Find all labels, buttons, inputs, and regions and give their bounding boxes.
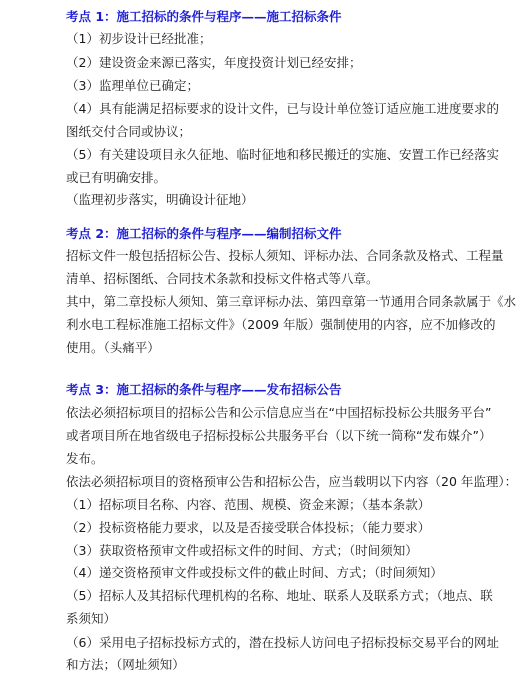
- section-1-line-4: （4）具有能满足招标要求的设计文件，已与设计单位签订适应施工进度要求的: [66, 101, 499, 116]
- section-3-line-7: （3）获取资格预审文件或招标文件的时间、方式；（时间须知）: [66, 543, 418, 558]
- section-3-line-11: （6）采用电子招标投标方式的，潜在投标人访问电子招标投标交易平台的网址: [66, 635, 499, 650]
- section-3-line-5: （1）招标项目名称、内容、范围、规模、资金来源；（基本条款）: [66, 497, 431, 512]
- section-3-line-2: 或者项目所在地省级电子招标投标公共服务平台（以下统一简称“发布媒介”）: [66, 428, 492, 443]
- section-2-line-1: 招标文件一般包括招标公告、投标人须知、评标办法、合同条款及格式、工程量: [66, 248, 504, 263]
- section-1-line-3: （3）监理单位已确定；: [66, 78, 199, 93]
- section-1-line-7: 或已有明确安排。: [66, 170, 167, 185]
- section-3-line-10: 系须知）: [66, 611, 117, 626]
- section-3-line-8: （4）递交资格预审文件或投标文件的截止时间、方式；（时间须知）: [66, 565, 443, 580]
- section-2-line-4: 利水电工程标准施工招标文件》（2009 年版）强制使用的内容，应不加修改的: [66, 317, 496, 332]
- section-1-line-6: （5）有关建设项目永久征地、临时征地和移民搬迁的实施、安置工作已经落实: [66, 147, 499, 162]
- section-2-line-3: 其中，第二章投标人须知、第三章评标办法、第四章第一节通用合同条款属于《水: [66, 294, 517, 309]
- section-1-line-8: （监理初步落实，明确设计征地）: [66, 192, 254, 207]
- section-1-line-2: （2）建设资金来源已落实，年度投资计划已经安排；: [66, 55, 362, 70]
- section-3-line-12: 和方法；（网址须知）: [66, 657, 185, 672]
- section-3-line-4: 依法必须招标项目的资格预审公告和招标公告，应当载明以下内容（20 年监理）：: [66, 474, 518, 489]
- section-3-line-1: 依法必须招标项目的招标公告和公示信息应当在“中国招标投标公共服务平台”: [66, 405, 492, 420]
- section-2-heading: 考点 2：施工招标的条件与程序——编制招标文件: [66, 226, 342, 241]
- section-3-line-6: （2）投标资格能力要求，以及是否接受联合体投标；（能力要求）: [66, 520, 431, 535]
- section-3-heading: 考点 3：施工招标的条件与程序——发布招标公告: [66, 382, 342, 397]
- section-2-line-2: 清单、招标图纸、合同技术条款和投标文件格式等八章。: [66, 271, 379, 286]
- section-2-line-5: 使用。（头痛平）: [66, 340, 160, 355]
- section-3-line-3: 发布。: [66, 451, 104, 466]
- section-3-line-9: （5）招标人及其招标代理机构的名称、地址、联系人及联系方式；（地点、联: [66, 588, 493, 603]
- section-1-line-1: （1）初步设计已经批准；: [66, 31, 212, 46]
- section-1-line-5: 图纸交付合同或协议；: [66, 124, 192, 139]
- section-1-heading: 考点 1：施工招标的条件与程序——施工招标条件: [66, 9, 342, 24]
